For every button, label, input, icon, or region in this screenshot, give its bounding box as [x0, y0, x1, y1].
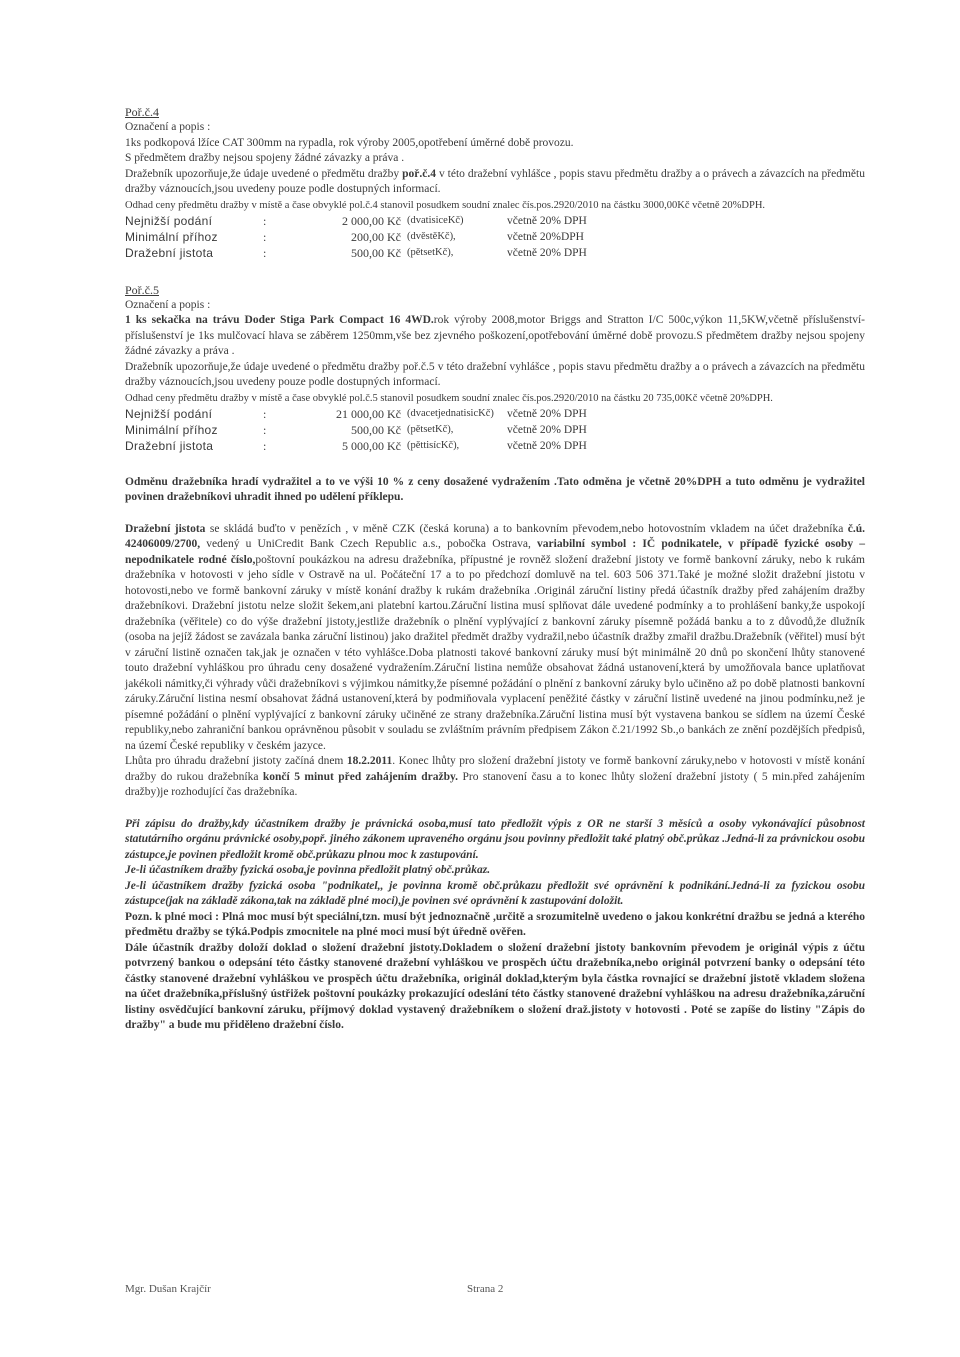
spacer	[125, 506, 865, 522]
entrepreneur-requirement: Je-li účastníkem dražby fyzická osoba "podnikatel,, je povinna kromě obč.průkazu předložit své oprávnění k podnikání.Jedná-li za fyzickou osobu zástupce(jak na základě zákona,tak na základě plné moci),je povinen své oprávnění k zastupování doložit.	[125, 879, 865, 907]
price-colon: :	[263, 438, 267, 453]
price-row	[125, 213, 587, 229]
price-row	[125, 422, 587, 438]
price-words: (dvatisiceKč)	[407, 214, 464, 226]
spacer	[125, 261, 865, 282]
price-label: Nejnižší podání	[125, 213, 213, 228]
price-words: (dvacetjednatisicKč)	[407, 407, 494, 419]
price-colon: :	[263, 422, 267, 437]
item4-label: Označení a popis :	[125, 121, 211, 133]
price-row	[125, 245, 587, 261]
price-amount: 500,00 Kč	[351, 422, 401, 437]
price-colon: :	[263, 245, 267, 260]
price-words: (pětsetKč),	[407, 423, 454, 435]
price-label: Minimální příhoz	[125, 229, 218, 244]
item4-notice: Dražebník upozorňuje,že údaje uvedené o předmětu dražby poř.č.4 v této dražební vyhlášce , popis stavu předmětu dražby a o právech a závazcích na předmětu dražby váznoucích,jsou uvedeny pouze podle dostupných informací.	[125, 167, 865, 195]
price-words: (pěttisícKč),	[407, 439, 460, 451]
price-amount: 2 000,00 Kč	[342, 213, 401, 228]
footer-page-number: Strana 2	[467, 1283, 504, 1295]
document-page	[125, 104, 865, 1034]
deposit-deadline: Lhůta pro úhradu dražební jistoty začíná dnem 18.2.2011. Konec lhůty pro složení dražební jistoty ve formě bankovní záruky,nebo v hotovosti v místě konání dražby do rukou dražebníka končí 5 minut před zahájením dražby. Pro stanovení času a to konec lhůty složení dražební jistoty ( 5 min.před zahájením dražby)je rozhodující čas dražebníka.	[125, 755, 865, 798]
price-amount: 21 000,00 Kč	[336, 406, 401, 421]
price-words: (pětsetKč),	[407, 246, 454, 258]
price-label: Nejnižší podání	[125, 406, 213, 421]
item4-price-table	[125, 213, 587, 261]
price-vat: včetně 20% DPH	[507, 439, 587, 452]
item5-description: 1 ks sekačka na trávu Doder Stiga Park Compact 16 4WD.rok výroby 2008,motor Briggs and Stratton I/C 500c,výkon 11,5KW,včetně příslušenství-příslušenství je 1ks mulčovací hlava se záběrem 1250mm,vše bez zjevného poškození,opotřebování úměrné době provozu.S předmětem dražby nejsou spojeny žádné závazky a práva .	[125, 314, 865, 357]
price-amount: 500,00 Kč	[351, 245, 401, 260]
price-label: Minimální příhoz	[125, 422, 218, 437]
price-amount: 5 000,00 Kč	[342, 438, 401, 453]
price-label: Dražební jistota	[125, 245, 214, 260]
price-row	[125, 406, 587, 422]
price-label: Dražební jistota	[125, 438, 214, 453]
footer-author: Mgr. Dušan Krajčír	[125, 1283, 211, 1295]
spacer	[125, 454, 865, 475]
deposit-paragraph: Dražební jistota se skládá buďto v penězích , v měně CZK (česká koruna) a to bankovním převodem,nebo hotovostním vkladem na účet dražebníka č.ú. 42406009/2700, vedený u UniCredit Bank Czech Republic a.s., pobočka Ostrava, variabilní symbol : IČ podnikatele, v případě fyzické osoby – nepodnikatele rodné číslo,poštovní poukázkou na adresu dražebníka, přípustné je rovněž složení dražební jistoty ve formě bankovní záruky, nebo k rukám dražebníka v hotovosti v jeho sídle v Ostravě na ul. Počáteční 17 a to po předchozí domluvě na tel. 603 506 371.Také je možné složit dražební jistotu v hotovosti,nebo ve formě bankovní záruky v místě konání dražby k rukám dražebníka .Originál záruční listiny předá účastník dražby před zahájením dražby dražebníkovi. Dražební jistotu nelze složit šekem,ani platební kartou.Záruční listina musí splňovat dále uvedené podmínky a to prohlášení banky,že uspokojí dražebníka (věřitele) co do výše dražební jistoty,jestliže dražebník o plnění vyplývající z bankovní záruky písemně požádá banku a to z důvodů,že dlužník (osoba na jejíž žádost se zavázala banka záruční listinou) jako dražitel předmět dražby vydražil,nebo účastník dražby zmařil dražbu.Dražebník (věřitel) musí být v záruční listině označen tak,jak je označen v této vyhlášce.Doba platnosti takové bankovní záruky musí být minimálně 20 dnů po skončení lhůty stanovené touto dražební vyhláškou pro úhradu ceny dosažené vydražením.Záruční listina nemůže obsahovat žádná ustanovení,která by umožňovala bance uplatňovat jakékoli námitky,či výhrady vůči dražebníkovi s výjimkou námitky,že písemné požádání o plnění z bankovní záruky bylo učiněno až po době platnosti bankovní záruky.Záruční listina nesmí obsahovat žádná ustanovení,která by podmiňovala vyplacení peněžité částky v záruční listině uvedené na jinou podmínku,než je písemné požádání o plnění vyplývající z bankovní záruky učiněné ze strany dražebníka.Záruční listina musí být vystavena bankou se sídlem na území České republiky,nebo zahraniční bankou oprávněnou působit v souladu se zvláštním právním předpisem Zákon č.21/1992 Sb.,o bankách ze znění pozdějších předpisů, na území České republiky v českém jazyce.	[125, 522, 866, 752]
item4-no-liabilities: S předmětem dražby nejsou spojeny žádné závazky a práva .	[125, 152, 405, 164]
item5-notice: Dražebník upozorňuje,že údaje uvedené o předmětu dražby poř.č.5 v této dražební vyhlášce , popis stavu předmětu dražby a o právech a závazcích na předmětu dražby váznoucích,jsou uvedeny pouze podle dostupných informací.	[125, 360, 865, 388]
price-row	[125, 229, 587, 245]
spacer	[125, 801, 865, 817]
natural-person-requirement: Je-li účastníkem dražby fyzická osoba,je povinna předložit platný obč.průkaz.	[125, 864, 491, 876]
price-colon: :	[263, 229, 267, 244]
item5-valuation: Odhad ceny předmětu dražby v místě a čase obvyklé pol.č.5 stanovil posudkem soudní znalec čís.pos.2920/2010 na částku 20 735,00Kč včetně 20%DPH.	[125, 392, 773, 404]
price-row	[125, 438, 587, 454]
price-colon: :	[263, 213, 267, 228]
item5-price-table	[125, 406, 587, 454]
price-vat: včetně 20% DPH	[507, 423, 587, 436]
price-vat: včetně 20% DPH	[507, 214, 587, 227]
price-vat: včetně 20% DPH	[507, 246, 587, 259]
price-words: (dvěstěKč),	[407, 230, 456, 242]
power-of-attorney-note: Pozn. k plné moci : Plná moc musí být speciální,tzn. musí být jednoznačně ,určitě a srozumitelně uvedeno o jakou konkrétní dražbu se jedná a kterého předmětu dražby se týká.Podpis zmocnitele na plné moci musí být úředně ověřen.	[125, 910, 865, 938]
item4-valuation: Odhad ceny předmětu dražby v místě a čase obvyklé pol.č.4 stanovil posudkem soudní znalec čís.pos.2920/2010 na částku 3000,00Kč včetně 20%DPH.	[125, 199, 766, 211]
price-vat: včetně 20%DPH	[507, 230, 584, 243]
legal-entity-requirement: Při zápisu do dražby,kdy účastníkem dražby je právnická osoba,musí tato předložit výpis z OR ne starší 3 měsíců a osoby vykonávající působnost statutárního orgánu právnické osoby,popř. jiného zákonem upraveného orgánu jsou povinny předložit také platný obč.průkaz .Jedná-li za právnickou osobu zástupce,je povinen předložit kromě obč.průkazu plnou moc k zastupování.	[125, 817, 865, 861]
auctioneer-reward: Odměnu dražebníka hradí vydražitel a to ve výši 10 % z ceny dosažené vydražením .Tato odměna je včetně 20%DPH a tuto odměnu je vydražitel povinen dražebníkovi uhradit ihned po udělení příklepu.	[125, 475, 865, 503]
item5-heading: Poř.č.5	[125, 282, 159, 297]
item5-label: Označení a popis :	[125, 298, 211, 311]
item4-description: 1ks podkopová lžíce CAT 300mm na rypadla, rok výroby 2005,opotřebení úměrné době provozu.	[125, 136, 574, 149]
deposit-proof-note: Dále účastník dražby doloží doklad o složení dražební jistoty.Dokladem o složení dražební jistoty bankovním převodem je originál výpis z účtu potvrzený bankou o odepsání této částky stanovené dražební vyhláškou ve prospěch účtu dražebníka,nebo originál potvrzení banky o odepsání této částky stanovené dražební vyhláškou ve prospěch účtu dražebníka, originál doklad,kterým byla částka rovnající se dražební jistotě vkladem složena na účet dražebníka,příslušný ústřižek poštovní poukázky prokazující odeslání této částky stanovené dražební vyhláškou na adresu dražebníka,záruční listiny osvědčující bankovní záruku, příjmový doklad vystavený dražebníkem o složení draž.jistoty v hotovosti . Poté se zapíše do listiny "Zápis do dražby" a bude mu přiděleno dražební číslo.	[125, 941, 865, 1031]
price-vat: včetně 20% DPH	[507, 407, 587, 420]
item4-heading: Poř.č.4	[125, 105, 159, 119]
price-amount: 200,00 Kč	[351, 229, 401, 244]
price-colon: :	[263, 406, 267, 421]
